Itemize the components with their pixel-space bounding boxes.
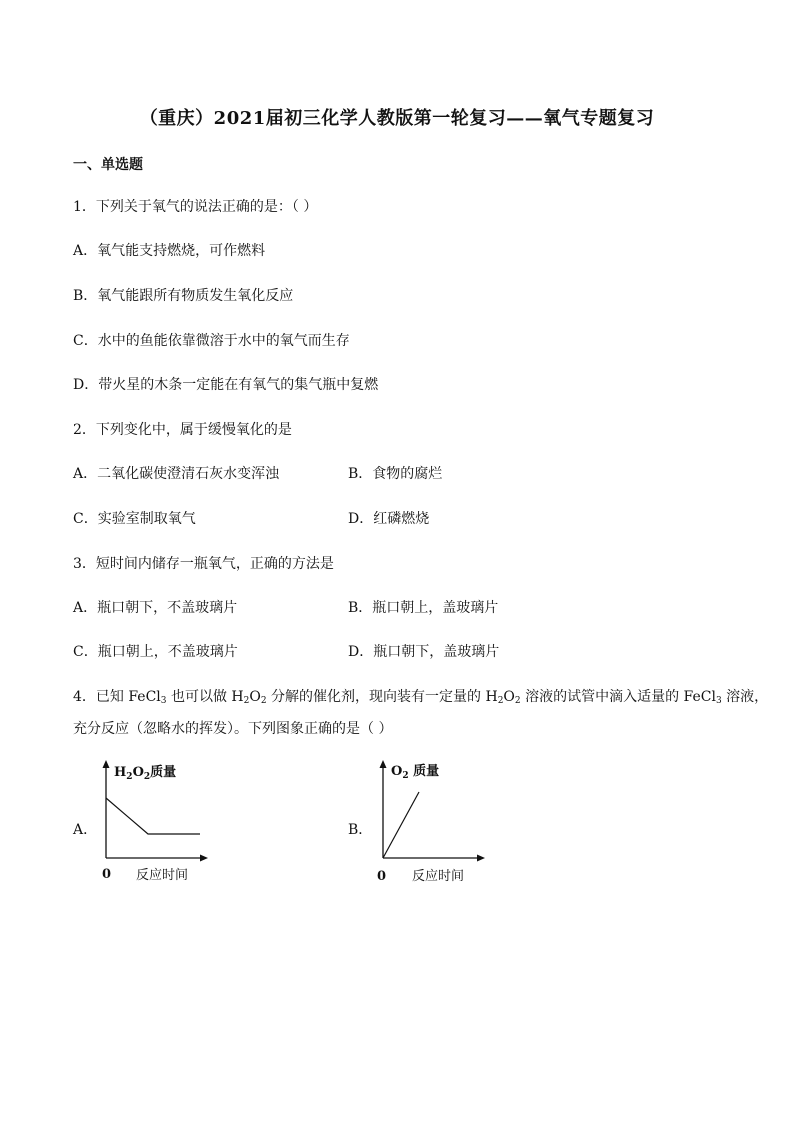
question-1-stem: 1．下列关于氧气的说法正确的是：（ ） — [73, 199, 318, 215]
graph-b-origin-label: 0 — [377, 869, 387, 884]
question-4-stem: 4．已知 FeCl$_3$ 也可以做 $H_2O_2$ 分解的催化剂，现向装有一定量的 $H_2O_2$ 溶液的试管中滴入适量的 FeCl$_3$ 溶液， — [73, 689, 769, 706]
option-b-letter: B． — [348, 822, 373, 838]
graph-b — [367, 758, 497, 890]
graph-b-curve — [383, 792, 419, 858]
question-3-option-a: A．瓶口朝下，不盖玻璃片 — [73, 600, 238, 616]
graph-a-y-label: $H_2O_2$质量 — [114, 765, 177, 782]
question-2-stem: 2．下列变化中，属于缓慢氧化的是 — [73, 422, 292, 438]
question-1-option-c: C．水中的鱼能依靠微溶于水中的氧气而生存 — [73, 333, 350, 349]
document-title: （重庆）2021届初三化学人教版第一轮复习——氧气专题复习 — [139, 108, 655, 129]
question-3-option-b: B．瓶口朝上，盖玻璃片 — [348, 600, 499, 616]
question-2-option-c: C．实验室制取氧气 — [73, 511, 196, 527]
question-3-option-c: C．瓶口朝上，不盖玻璃片 — [73, 644, 238, 660]
section-heading: 一、单选题 — [73, 157, 143, 173]
question-1-option-a: A．氧气能支持燃烧，可作燃料 — [73, 243, 266, 259]
option-a-letter: A． — [73, 822, 98, 838]
graph-b-y-label: $O_2$ 质量 — [391, 764, 440, 781]
question-4-stem-line2: 充分反应（忽略水的挥发）。下列图象正确的是（ ） — [73, 721, 393, 737]
graph-b-x-label: 反应时间 — [412, 869, 465, 884]
graph-a-origin-label: 0 — [102, 867, 112, 882]
question-1-option-d: D．带火星的木条一定能在有氧气的集气瓶中复燃 — [73, 377, 379, 393]
graph-b-y-arrow — [380, 760, 387, 768]
graph-a-y-arrow — [103, 760, 110, 768]
question-3-option-d: D．瓶口朝下，盖玻璃片 — [348, 644, 500, 660]
graph-a-x-arrow — [200, 855, 208, 862]
graph-a-x-label: 反应时间 — [136, 868, 189, 883]
question-2-option-b: B．食物的腐烂 — [348, 466, 443, 482]
graph-b-x-arrow — [477, 855, 485, 862]
question-2-option-a: A．二氧化碳使澄清石灰水变浑浊 — [73, 466, 280, 482]
graph-a-curve — [106, 798, 200, 834]
graph-a — [90, 758, 220, 888]
question-1-option-b: B．氧气能跟所有物质发生氧化反应 — [73, 288, 294, 304]
question-3-stem: 3．短时间内储存一瓶氧气，正确的方法是 — [73, 556, 334, 572]
question-2-option-d: D．红磷燃烧 — [348, 511, 430, 527]
